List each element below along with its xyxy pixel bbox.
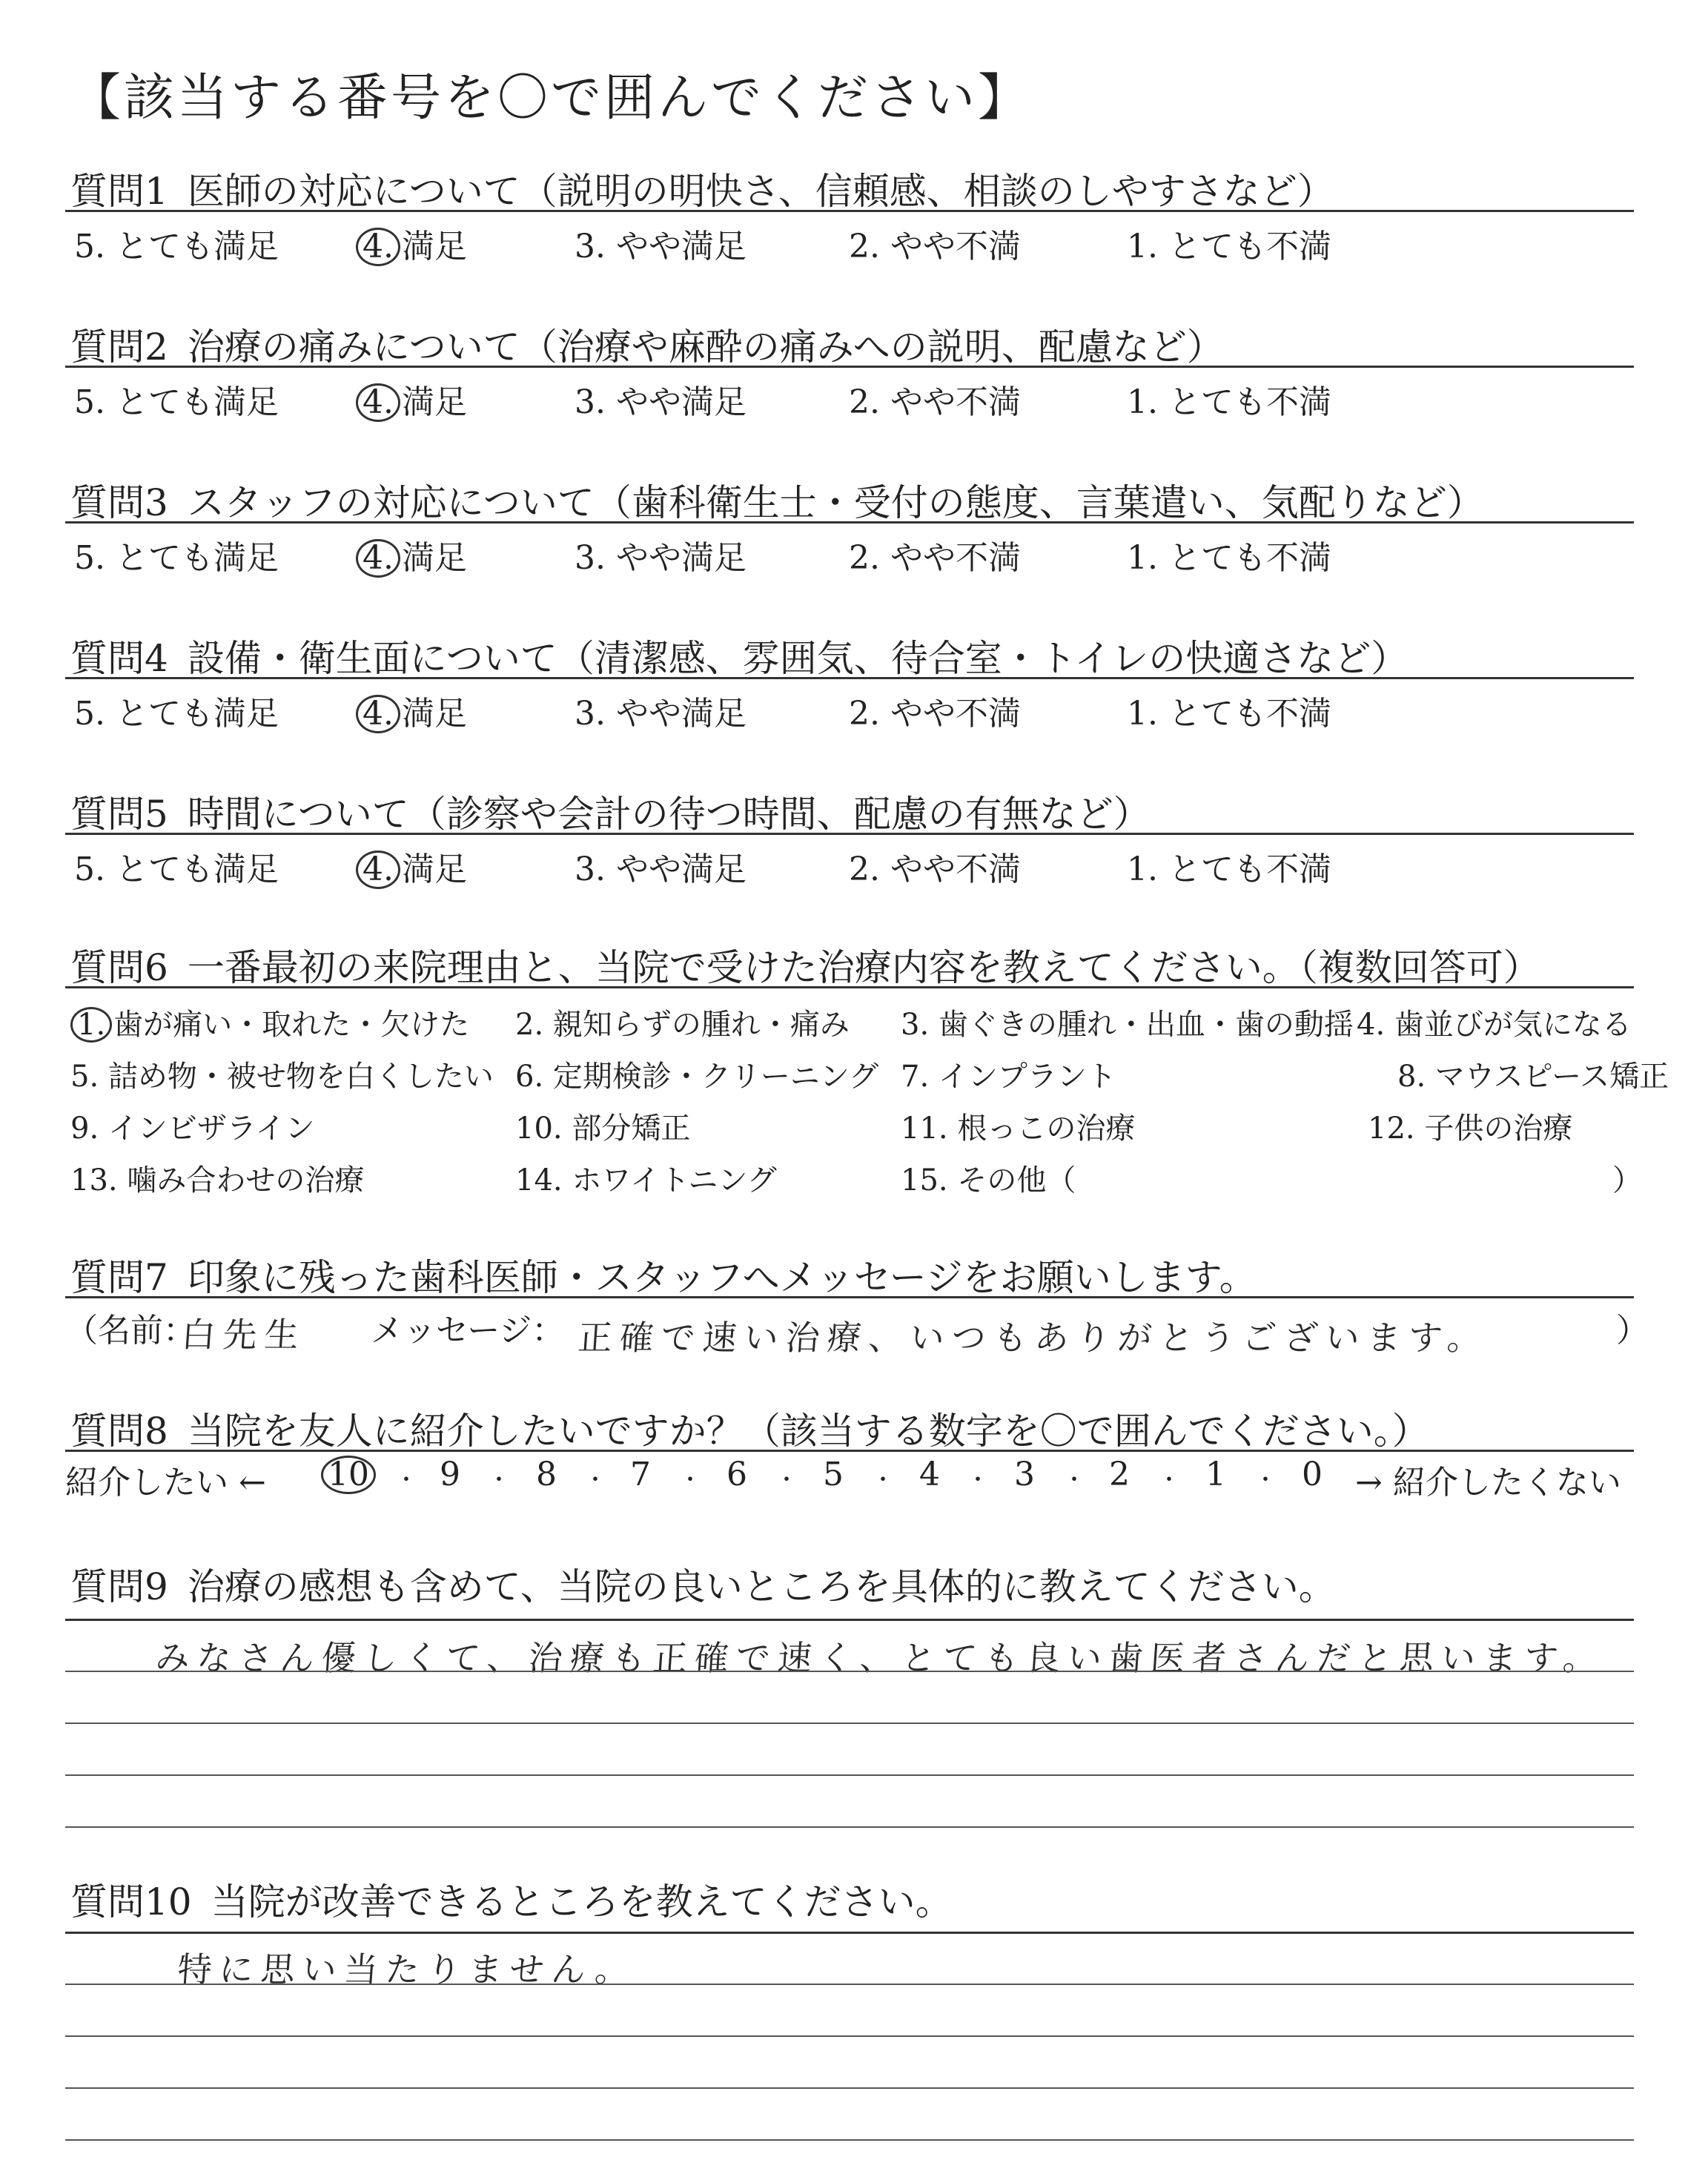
q8-score-9[interactable]: 9	[440, 1456, 460, 1493]
option-1[interactable]: 1. とても不満	[1127, 539, 1331, 577]
option-5[interactable]: 5. とても満足	[74, 228, 279, 265]
question-7-title: 質問7 印象に残った歯科医師・スタッフへメッセージをお願いします。	[70, 1256, 1257, 1299]
q8-score-5[interactable]: 5	[823, 1456, 844, 1493]
q8-score-scale: 紹介したい ← 10 ・ 9 ・ 8 ・ 7 ・ 6 ・ 5 ・ 4 ・ 3 ・ 2 ・ 1 ・ 0 → 紹介したくない	[65, 1456, 1621, 1502]
q8-score-4[interactable]: 4	[919, 1456, 940, 1493]
question-2-options	[74, 375, 1631, 420]
instruction-header: 【該当する番号を〇で囲んでください】	[70, 69, 1032, 128]
option-1[interactable]: 1. とても不満	[1127, 695, 1331, 733]
answer-line	[65, 2139, 1634, 2141]
answer-line	[65, 1826, 1634, 1828]
q6-option-1-selected[interactable]: 1. 歯が痛い・取れた・欠けた	[70, 1001, 469, 1043]
q8-left-label: 紹介したい ←	[65, 1464, 266, 1502]
q7-message-label: メッセージ：	[371, 1312, 565, 1350]
question-3-title: 質問3 スタッフの対応について（歯科衛生士・受付の態度、言葉遣い、気配りなど）	[70, 481, 1484, 524]
option-2[interactable]: 2. やや不満	[849, 539, 1021, 577]
question-1-options	[74, 219, 1631, 264]
q8-score-6[interactable]: 6	[726, 1456, 747, 1493]
option-2[interactable]: 2. やや不満	[849, 383, 1021, 421]
divider	[65, 833, 1634, 835]
q9-answer[interactable]: みなさん優しくて、治療も正確で速く、とても良い歯医者さんだと思います。	[153, 1638, 1606, 1678]
q6-option-8[interactable]: 8. マウスピース矯正	[1397, 1060, 1669, 1094]
answer-line	[65, 1723, 1634, 1724]
option-4-selected[interactable]: 4. 満足	[356, 687, 467, 734]
q8-score-2[interactable]: 2	[1109, 1456, 1130, 1493]
question-4-options	[74, 687, 1631, 731]
q7-close-paren: ）	[1616, 1312, 1649, 1350]
q8-score-8[interactable]: 8	[536, 1456, 557, 1493]
q6-option-7[interactable]: 7. インプラント	[901, 1060, 1116, 1094]
question-4-title: 質問4 設備・衛生面について（清潔感、雰囲気、待合室・トイレの快適さなど）	[70, 637, 1409, 680]
question-1-title: 質問1 医師の対応について（説明の明快さ、信頼感、相談のしやすさなど）	[70, 170, 1334, 213]
q7-name-label: （名前：	[65, 1312, 196, 1350]
divider	[65, 366, 1634, 368]
question-5-options	[74, 842, 1631, 887]
question-5-title: 質問5 時間について（診察や会計の待つ時間、配慮の有無など）	[70, 793, 1151, 836]
q6-option-11[interactable]: 11. 根っこの治療	[901, 1112, 1136, 1146]
answer-line	[65, 1671, 1634, 1672]
q6-option-10[interactable]: 10. 部分矯正	[515, 1112, 691, 1146]
answer-line	[65, 1774, 1634, 1776]
question-3-options	[74, 531, 1631, 575]
option-4-selected[interactable]: 4. 満足	[356, 531, 467, 578]
question-2-title: 質問2 治療の痛みについて（治療や麻酔の痛みへの説明、配慮など）	[70, 326, 1224, 369]
question-6-title: 質問6 一番最初の来院理由と、当院で受けた治療内容を教えてください。（複数回答可）	[70, 946, 1540, 989]
divider	[65, 1296, 1634, 1298]
divider	[65, 1450, 1634, 1452]
q6-option-15-other[interactable]: 15. その他（	[901, 1163, 1076, 1198]
q8-right-label: → 紹介したくない	[1355, 1464, 1621, 1502]
q6-option-6[interactable]: 6. 定期検診・クリーニング	[515, 1060, 879, 1094]
q6-option-9[interactable]: 9. インビザライン	[70, 1112, 315, 1146]
option-3[interactable]: 3. やや満足	[575, 539, 747, 577]
q6-option-4[interactable]: 4. 歯並びが気になる	[1357, 1008, 1632, 1042]
q10-answer[interactable]: 特に思い当たりません。	[176, 1949, 638, 1989]
option-2[interactable]: 2. やや不満	[849, 228, 1021, 265]
divider	[65, 521, 1634, 524]
option-1[interactable]: 1. とても不満	[1127, 383, 1331, 421]
option-2[interactable]: 2. やや不満	[849, 695, 1021, 733]
q6-other-close-paren: ）	[1612, 1163, 1642, 1198]
answer-line	[65, 2035, 1634, 2037]
option-5[interactable]: 5. とても満足	[74, 539, 279, 577]
q6-option-14[interactable]: 14. ホワイトニング	[515, 1163, 777, 1198]
option-4-selected[interactable]: 4. 満足	[356, 219, 467, 267]
option-3[interactable]: 3. やや満足	[575, 383, 747, 421]
option-4-selected[interactable]: 4. 満足	[356, 842, 467, 890]
divider	[65, 210, 1634, 212]
answer-line	[65, 1932, 1634, 1934]
option-3[interactable]: 3. やや満足	[575, 851, 747, 888]
question-9-title: 質問9 治療の感想も含めて、当院の良いところを具体的に教えてください。	[70, 1565, 1336, 1608]
option-1[interactable]: 1. とても不満	[1127, 851, 1331, 888]
option-2[interactable]: 2. やや不満	[849, 851, 1021, 888]
q8-score-0[interactable]: 0	[1302, 1456, 1323, 1493]
option-3[interactable]: 3. やや満足	[575, 695, 747, 733]
option-1[interactable]: 1. とても不満	[1127, 228, 1331, 265]
option-5[interactable]: 5. とても満足	[74, 851, 279, 888]
q8-score-7[interactable]: 7	[630, 1456, 651, 1493]
answer-line	[65, 1619, 1634, 1621]
answer-line	[65, 1984, 1634, 1985]
q8-score-3[interactable]: 3	[1014, 1456, 1035, 1493]
option-4-selected[interactable]: 4. 満足	[356, 375, 467, 423]
q6-option-3[interactable]: 3. 歯ぐきの腫れ・出血・歯の動揺	[901, 1008, 1354, 1042]
option-5[interactable]: 5. とても満足	[74, 695, 279, 733]
answer-line	[65, 2087, 1634, 2089]
q7-message-value[interactable]: 正確で速い治療、いつもありがとうございます。	[576, 1318, 1491, 1358]
option-3[interactable]: 3. やや満足	[575, 228, 747, 265]
option-5[interactable]: 5. とても満足	[74, 383, 279, 421]
divider	[65, 986, 1634, 988]
q6-option-12[interactable]: 12. 子供の治療	[1368, 1112, 1573, 1146]
q6-option-13[interactable]: 13. 噛み合わせの治療	[70, 1163, 365, 1198]
q8-score-1[interactable]: 1	[1205, 1456, 1226, 1493]
q6-option-5[interactable]: 5. 詰め物・被せ物を白くしたい	[70, 1060, 494, 1094]
question-10-title: 質問10 当院が改善できるところを教えてください。	[70, 1880, 953, 1923]
question-8-title: 質問8 当院を友人に紹介したいですか？（該当する数字を〇で囲んでください。）	[70, 1410, 1429, 1453]
q7-name-value[interactable]: 白先生	[179, 1315, 308, 1355]
divider	[65, 677, 1634, 679]
q6-option-2[interactable]: 2. 親知らずの腫れ・痛み	[515, 1008, 850, 1042]
